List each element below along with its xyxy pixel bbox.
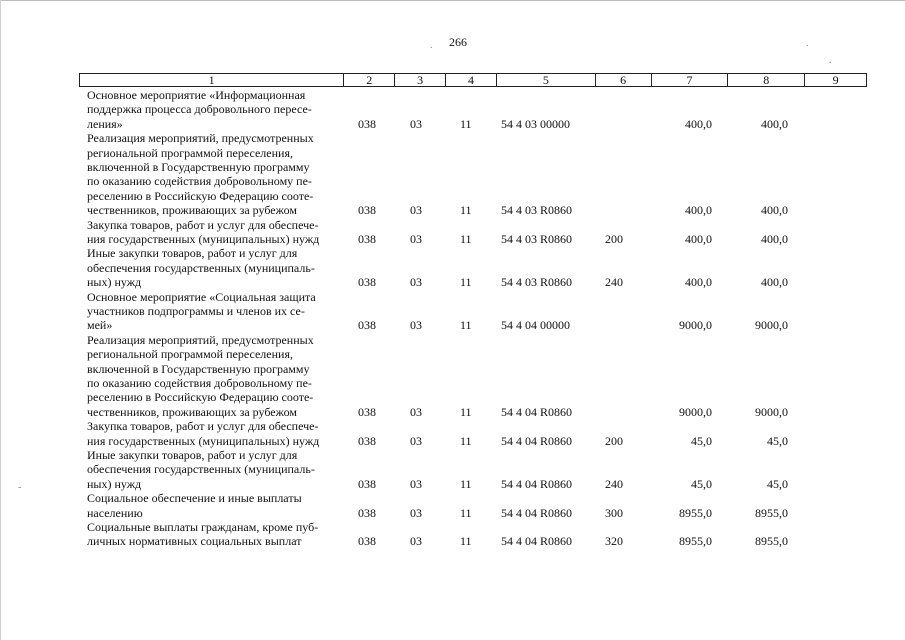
description-line: по оказанию содействия добровольному пе- — [87, 174, 312, 189]
cell-c5: 54 4 04 R0860 — [501, 476, 573, 491]
description-line: по оказанию содействия добровольному пе- — [87, 376, 312, 391]
cell-c2: 038 — [358, 433, 376, 448]
cell-c7: 8955,0 — [679, 505, 712, 520]
cell-c4: 11 — [460, 433, 472, 448]
description-line: ления» — [87, 116, 123, 131]
cell-c5: 54 4 03 R0860 — [501, 231, 573, 246]
description-line: Основное мероприятие «Информационная — [87, 88, 306, 102]
cell-c2: 038 — [358, 476, 376, 491]
row-description — [87, 218, 342, 247]
cell-c8: 400,0 — [761, 231, 788, 246]
scan-speck: . — [829, 55, 832, 66]
cell-c7: 45,0 — [691, 476, 712, 491]
cell-c2: 038 — [358, 203, 376, 218]
description-line: Закупка товаров, работ и услуг для обеспече- — [87, 217, 319, 232]
header-col-3: 3 — [394, 74, 445, 86]
row-description — [87, 88, 342, 131]
table-header — [79, 73, 867, 87]
header-col-1: 1 — [208, 73, 215, 87]
table-row — [0, 290, 905, 333]
row-description — [87, 520, 342, 549]
cell-c7: 9000,0 — [679, 318, 712, 333]
cell-c4: 11 — [460, 505, 472, 520]
description-line: реселению в Российскую Федерацию сооте- — [87, 188, 314, 203]
description-line: ния государственных (муниципальных) нужд — [87, 433, 320, 448]
header-col-9: 9 — [804, 74, 866, 86]
header-col-4: 4 — [445, 74, 496, 86]
cell-c7: 400,0 — [685, 116, 712, 131]
cell-c7: 45,0 — [691, 433, 712, 448]
header-col-8: 8 — [727, 74, 804, 86]
cell-c4: 11 — [460, 404, 472, 419]
description-line: ния государственных (муниципальных) нужд — [87, 232, 320, 246]
page-edge-top — [0, 0, 905, 1]
cell-c3: 03 — [410, 534, 422, 549]
cell-c3: 03 — [410, 404, 422, 419]
row-description — [87, 131, 342, 217]
cell-c3: 03 — [410, 476, 422, 491]
cell-c3: 03 — [410, 203, 422, 218]
cell-c5: 54 4 03 00000 — [501, 116, 570, 131]
description-line: участников подпрограммы и членов их се- — [87, 304, 305, 318]
cell-c8: 8955,0 — [755, 534, 788, 549]
cell-c4: 11 — [460, 116, 472, 131]
cell-c3: 03 — [410, 231, 422, 246]
cell-c3: 03 — [410, 433, 422, 448]
cell-c5: 54 4 03 R0860 — [501, 275, 573, 290]
description-line: ных) нужд — [87, 275, 142, 290]
cell-c7: 9000,0 — [679, 404, 712, 419]
description-line: обеспечения государственных (муниципаль- — [87, 462, 315, 477]
scan-speck: . — [430, 40, 433, 51]
description-line: Иные закупки товаров, работ и услуг для — [87, 448, 298, 462]
cell-c2: 038 — [358, 534, 376, 549]
description-line: личных нормативных социальных выплат — [87, 534, 302, 549]
scan-speck: - — [18, 482, 22, 493]
cell-c7: 8955,0 — [679, 534, 712, 549]
cell-c5: 54 4 04 00000 — [501, 318, 570, 333]
table-row — [0, 246, 905, 289]
cell-c4: 11 — [460, 534, 472, 549]
cell-c8: 400,0 — [761, 116, 788, 131]
header-col-6: 6 — [595, 74, 651, 86]
cell-c2: 038 — [358, 231, 376, 246]
cell-c6: 240 — [605, 275, 623, 290]
cell-c5: 54 4 04 R0860 — [501, 505, 573, 520]
description-line: включенной в Государственную программу — [87, 361, 310, 376]
description-line: чественников, проживающих за рубежом — [87, 203, 297, 218]
table-row — [0, 333, 905, 419]
cell-c5: 54 4 03 R0860 — [501, 203, 573, 218]
description-line: Иные закупки товаров, работ и услуг для — [87, 246, 298, 261]
cell-c6: 320 — [605, 534, 623, 549]
cell-c5: 54 4 04 R0860 — [501, 534, 573, 549]
cell-c8: 9000,0 — [755, 404, 788, 419]
description-line: региональной программой переселения, — [87, 145, 293, 160]
cell-c2: 038 — [358, 318, 376, 333]
description-line: Основное мероприятие «Социальная защита — [87, 289, 316, 304]
cell-c4: 11 — [460, 231, 472, 246]
description-line: поддержка процесса добровольного пересе- — [87, 102, 312, 117]
header-col-7: 7 — [651, 74, 728, 86]
cell-c4: 11 — [460, 203, 472, 218]
description-line: Социальное обеспечение и иные выплаты — [87, 491, 302, 506]
description-line: Закупка товаров, работ и услуг для обеспече- — [87, 419, 319, 434]
description-line: включенной в Государственную программу — [87, 160, 310, 174]
description-line: ных) нужд — [87, 476, 142, 491]
table-row — [0, 131, 905, 217]
cell-c8: 400,0 — [761, 203, 788, 218]
page-number: 266 — [449, 35, 467, 49]
cell-c2: 038 — [358, 275, 376, 290]
cell-c6: 240 — [605, 476, 623, 491]
cell-c7: 400,0 — [685, 203, 712, 218]
header-col-2: 2 — [343, 74, 394, 86]
row-description — [87, 246, 342, 289]
table-row — [0, 448, 905, 491]
cell-c8: 45,0 — [767, 476, 788, 491]
cell-c3: 03 — [410, 505, 422, 520]
cell-c2: 038 — [358, 116, 376, 131]
cell-c4: 11 — [460, 275, 472, 290]
row-description — [87, 333, 342, 419]
description-line: Социальные выплаты гражданам, кроме пуб- — [87, 520, 319, 534]
cell-c8: 9000,0 — [755, 318, 788, 333]
table-row — [0, 88, 905, 131]
cell-c8: 400,0 — [761, 275, 788, 290]
table-row — [0, 491, 905, 520]
table-row — [0, 520, 905, 549]
cell-c2: 038 — [358, 505, 376, 520]
description-line: мей» — [87, 318, 113, 333]
cell-c8: 8955,0 — [755, 505, 788, 520]
cell-c4: 11 — [460, 476, 472, 491]
description-line: чественников, проживающих за рубежом — [87, 404, 297, 419]
table-row — [0, 218, 905, 247]
cell-c5: 54 4 04 R0860 — [501, 433, 573, 448]
cell-c5: 54 4 04 R0860 — [501, 404, 573, 419]
cell-c4: 11 — [460, 318, 472, 333]
cell-c8: 45,0 — [767, 433, 788, 448]
row-description — [87, 419, 342, 448]
description-line: реселению в Российскую Федерацию сооте- — [87, 390, 314, 405]
header-col-5: 5 — [496, 74, 595, 86]
cell-c6: 300 — [605, 505, 623, 520]
scan-speck: . — [806, 38, 809, 49]
description-line: Реализация мероприятий, предусмотренных — [87, 131, 314, 146]
cell-c3: 03 — [410, 275, 422, 290]
row-description — [87, 448, 342, 491]
row-description — [87, 491, 342, 520]
cell-c6: 200 — [605, 231, 623, 246]
cell-c3: 03 — [410, 116, 422, 131]
description-line: региональной программой переселения, — [87, 347, 293, 362]
cell-c3: 03 — [410, 318, 422, 333]
cell-c2: 038 — [358, 404, 376, 419]
cell-c7: 400,0 — [685, 275, 712, 290]
cell-c7: 400,0 — [685, 231, 712, 246]
cell-c6: 200 — [605, 433, 623, 448]
description-line: населению — [87, 505, 143, 520]
description-line: Реализация мероприятий, предусмотренных — [87, 332, 314, 347]
row-description — [87, 290, 342, 333]
table-row — [0, 419, 905, 448]
description-line: обеспечения государственных (муниципаль- — [87, 260, 315, 275]
